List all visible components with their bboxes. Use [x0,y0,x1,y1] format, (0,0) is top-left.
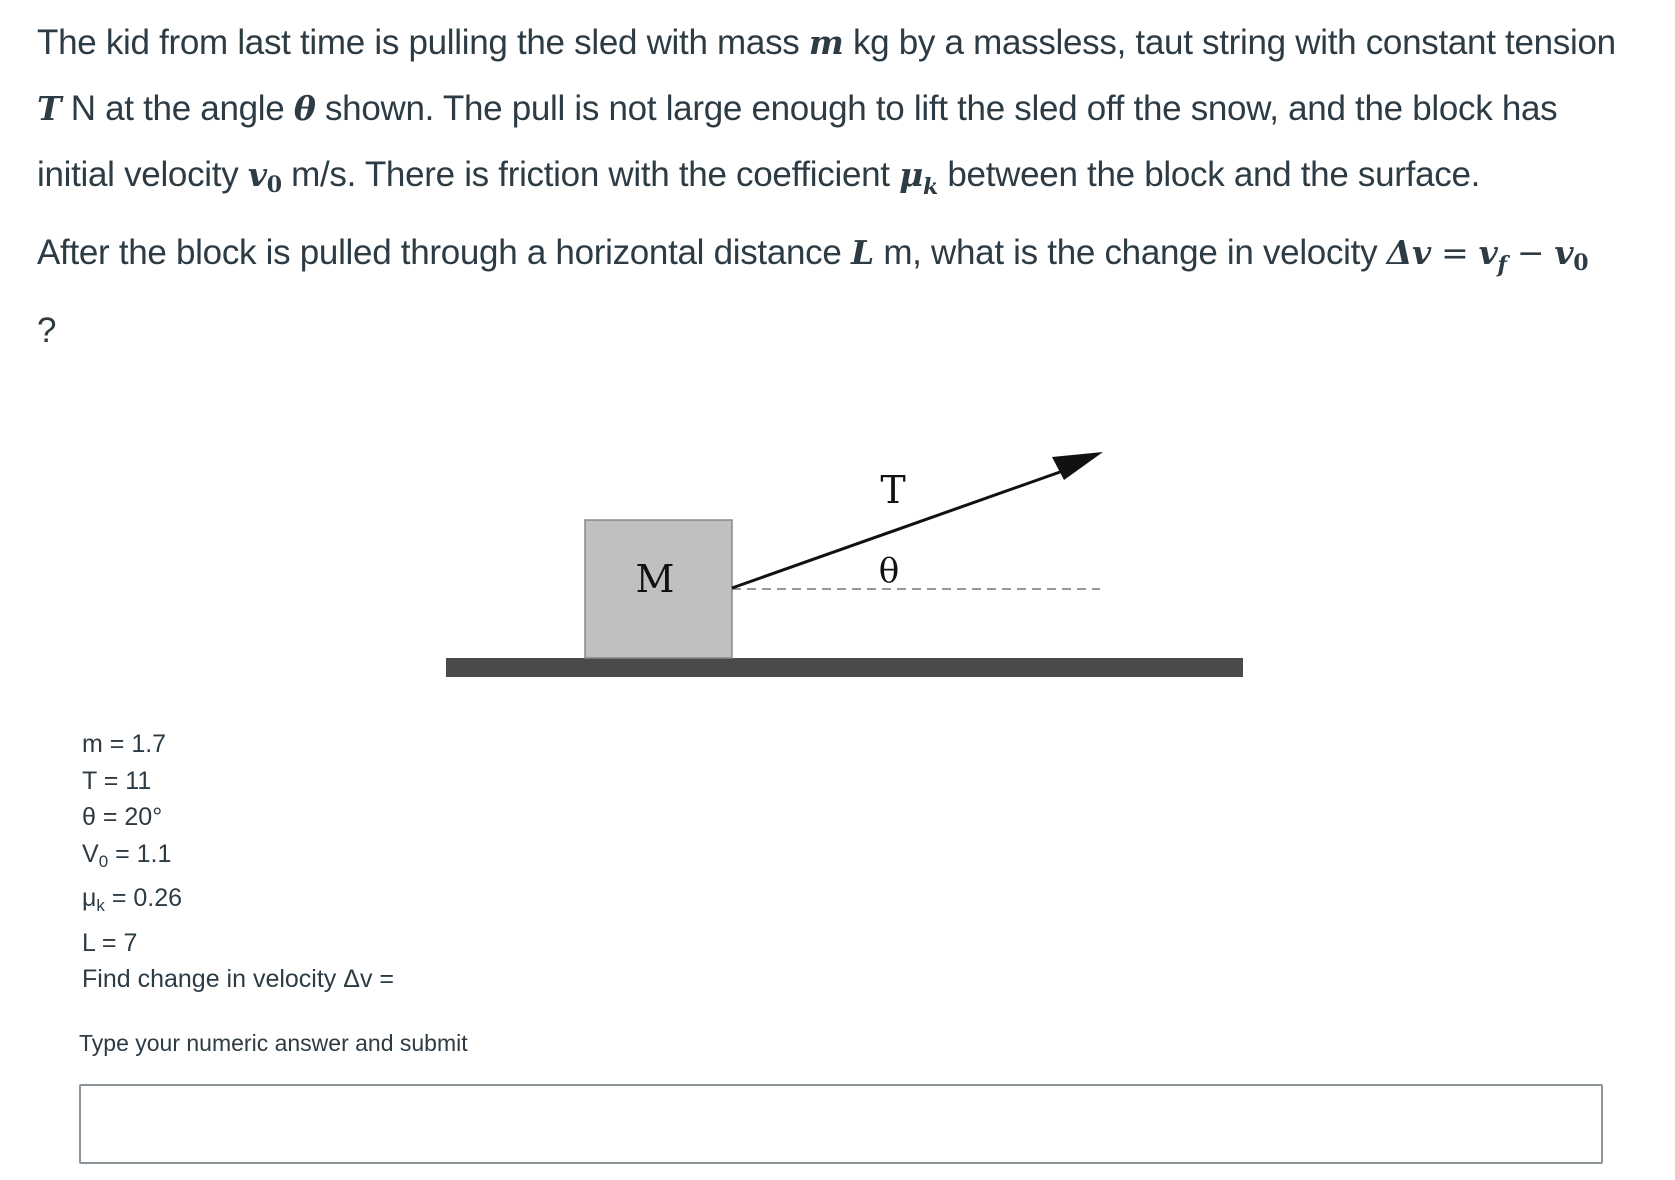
var-vf-subscript: f [1497,252,1507,278]
param-mu-value: = 0.26 [104,884,183,912]
find-prompt: Find change in velocity Δv = [82,965,394,993]
question-text-segment: m/s. There is friction with the coefficient [281,155,900,194]
block-label: M [635,557,675,601]
answer-input[interactable] [79,1084,1603,1164]
param-mu-symbol: μ [82,884,97,912]
param-angle: θ = 20° [82,803,163,831]
param-v0-symbol: V [82,839,99,868]
answer-instruction: Type your numeric answer and submit [79,1030,468,1056]
var-v0: v [247,155,267,194]
question-text-segment: shown. The pull is not large enough to lift the sled off the snow, and the block has [315,89,1558,128]
minus-sign: − [1506,233,1555,272]
param-mass: m = 1.7 [82,730,167,758]
param-friction-coefficient [82,880,394,925]
equals-sign: = [1430,233,1479,272]
question-text-segment: kg by a massless, taut string with constant tension [843,23,1616,62]
question-line-5: ? [37,311,57,350]
var-v0-subscript: 0 [266,172,282,198]
given-values [82,726,394,998]
var-delta-v: Δv [1386,233,1431,272]
var-theta: θ [293,89,316,128]
angle-label: θ [878,551,900,591]
var-l: L [850,233,874,272]
var-t: T [37,89,62,128]
var-mu-subscript: k [923,174,938,200]
var-v0: v [1554,233,1574,272]
param-distance: L = 7 [82,928,138,957]
param-mu-subscript: k [96,896,105,915]
param-v0-subscript: 0 [98,851,109,871]
param-v0-value: = 1.1 [108,839,172,868]
tension-label: T [880,468,906,512]
question-text-segment: between the block and the surface. [937,155,1481,194]
question-text-segment: N at the angle [61,89,294,128]
var-vf: v [1478,233,1498,272]
ground-surface [446,658,1243,677]
question-text-segment: m, what is the change in velocity [873,233,1387,272]
question-text-segment: initial velocity [37,155,248,194]
var-v0-subscript: 0 [1573,250,1589,276]
var-m: m [808,23,844,62]
param-initial-velocity [82,836,394,881]
param-tension: T = 11 [82,766,152,795]
question-text-segment: The kid from last time is pulling the sled with mass [37,23,809,62]
var-mu: μ [899,155,923,194]
question-text-segment: After the block is pulled through a horizontal distance [37,233,851,272]
tension-arrowhead-icon [1052,452,1103,480]
